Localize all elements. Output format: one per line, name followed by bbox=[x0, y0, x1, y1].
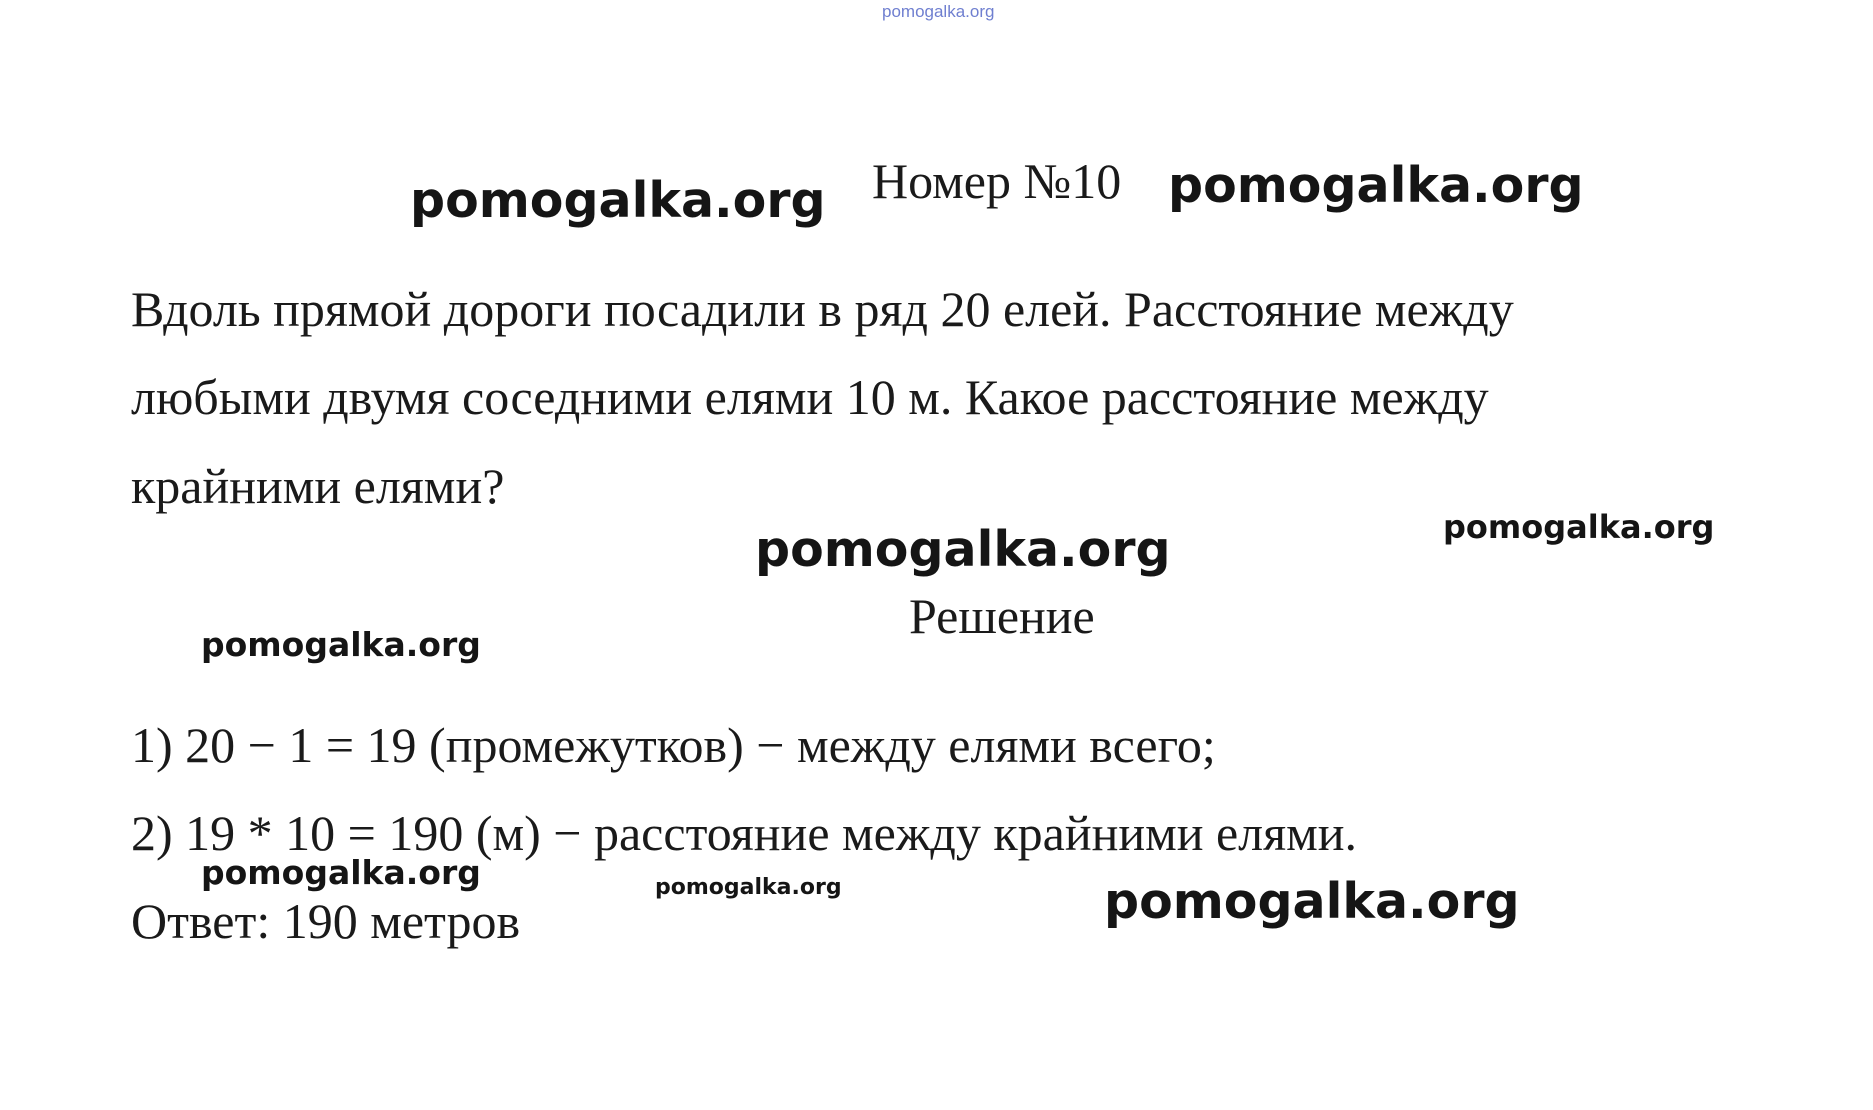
watermark: pomogalka.org bbox=[1104, 873, 1520, 930]
page-title: Номер №10 bbox=[872, 153, 1122, 209]
watermark: pomogalka.org bbox=[1443, 508, 1715, 546]
watermark: pomogalka.org bbox=[201, 853, 481, 892]
solution-heading: Решение bbox=[909, 588, 1095, 644]
problem-line: Вдоль прямой дороги посадили в ряд 20 елей. Расстояние между bbox=[131, 281, 1514, 337]
problem-line: крайними елями? bbox=[131, 458, 505, 514]
watermark: pomogalka.org bbox=[755, 521, 1171, 578]
solution-step: 1) 20 − 1 = 19 (промежутков) − между елями всего; bbox=[131, 717, 1216, 773]
answer: Ответ: 190 метров bbox=[131, 893, 521, 949]
watermark: pomogalka.org bbox=[410, 172, 826, 229]
solution-step: 2) 19 * 10 = 190 (м) − расстояние между крайними елями. bbox=[131, 805, 1358, 861]
header-watermark: pomogalka.org bbox=[882, 2, 995, 21]
watermark: pomogalka.org bbox=[655, 875, 842, 900]
problem-line: любыми двумя соседними елями 10 м. Какое расстояние между bbox=[131, 369, 1489, 425]
watermark: pomogalka.org bbox=[1168, 157, 1584, 214]
watermark: pomogalka.org bbox=[201, 625, 481, 664]
